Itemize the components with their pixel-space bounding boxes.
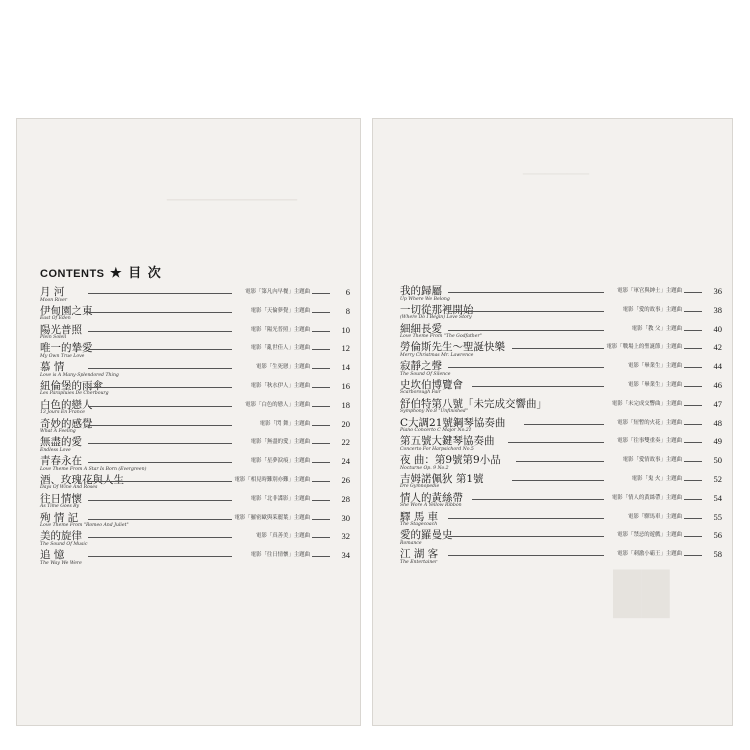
entry-title-en: Les Parapluies De Cherbourg	[40, 391, 109, 397]
entry-title-en: Romance	[400, 540, 422, 546]
entry-title-en: Nocturne Op. 9 No.2	[400, 465, 449, 471]
leader-line	[448, 292, 604, 293]
page-number: 28	[341, 493, 350, 504]
entry-note: 電影「驛馬車」主題曲	[628, 513, 682, 520]
leader-line	[88, 537, 232, 538]
leader-line	[312, 443, 330, 444]
entry-title-en: As Time Goes By	[40, 504, 80, 510]
entry-note: 電影「畢業生」主題曲	[628, 381, 682, 388]
leader-line	[448, 518, 604, 519]
leader-line	[684, 348, 702, 349]
leader-line	[312, 387, 330, 388]
toc-entry[interactable]	[40, 455, 350, 474]
entry-title-zh: 江 湖 客	[400, 548, 439, 561]
contents-heading-zh: 目 次	[128, 266, 162, 281]
entry-title-en: The Sound Of Silence	[400, 371, 451, 377]
leader-line	[684, 405, 702, 406]
entry-title-zh: 酒、玫瑰花與人生	[40, 473, 124, 486]
entry-title-en: Scarborough Fair	[400, 390, 441, 396]
leader-line	[312, 537, 330, 538]
page-number: 26	[341, 474, 350, 485]
toc-entry[interactable]	[400, 379, 722, 398]
leader-line	[448, 536, 604, 537]
entry-note: 電影「羅密歐與茱麗葉」主題曲	[234, 514, 310, 521]
entry-title-en: Piano Concerto C Major No.21	[400, 428, 472, 434]
page-number: 34	[341, 550, 350, 561]
entry-title-zh: 夜 曲：第9號第9小品	[400, 454, 501, 467]
toc-entry[interactable]	[400, 285, 722, 304]
toc-entry[interactable]	[40, 436, 350, 455]
entry-note: 電影「白色的戀人」主題曲	[245, 401, 310, 408]
leader-line	[448, 311, 604, 312]
entry-title-en: The Stagecoach	[400, 522, 438, 528]
entry-title-en: She Wore A Yellow Ribbon	[400, 503, 462, 509]
entry-title-zh: 白色的戀人	[40, 398, 93, 411]
leader-line	[684, 536, 702, 537]
page-number: 55	[713, 511, 722, 522]
leader-line	[88, 349, 232, 350]
entry-note: 電影「鬼 火」主題曲	[631, 475, 682, 482]
entry-title-zh: 月 河	[40, 286, 65, 298]
leader-line	[312, 331, 330, 332]
leader-line	[684, 424, 702, 425]
leader-line	[312, 556, 330, 557]
leader-line	[312, 481, 330, 482]
page-number: 8	[345, 305, 350, 316]
leader-line	[88, 500, 232, 501]
leader-line	[88, 387, 232, 388]
entry-note: 電影「北非諜影」主題曲	[250, 495, 310, 502]
entry-title-en: The Entertainer	[400, 559, 438, 565]
leader-line	[512, 480, 604, 481]
right-contents-list	[400, 285, 722, 567]
leader-line	[684, 292, 702, 293]
contents-heading	[40, 262, 162, 281]
entry-note: 電影「第凡內早餐」主題曲	[245, 289, 310, 295]
toc-entry[interactable]	[40, 530, 350, 549]
entry-title-zh: 愛的羅曼史	[400, 529, 453, 542]
leader-line	[684, 311, 702, 312]
toc-entry[interactable]	[400, 360, 722, 379]
entry-note: 電影「未完成交響曲」主題曲	[611, 400, 682, 407]
entry-title-zh: 一切從那裡開始	[400, 303, 474, 316]
leader-line	[312, 406, 330, 407]
entry-title-zh: 驛 馬 車	[400, 510, 439, 523]
leader-line	[88, 443, 232, 444]
entry-title-zh: 奇妙的感覺	[40, 417, 93, 430]
entry-note: 電影「天倫夢覺」主題曲	[250, 307, 310, 314]
entry-title-zh: 慕 情	[40, 361, 65, 374]
entry-title-en: Moon River	[40, 297, 68, 303]
leader-line	[88, 425, 232, 426]
entry-title-zh: 往日情懷	[40, 492, 82, 505]
leader-line	[472, 386, 604, 387]
entry-title-en: Days Of Wine And Roses	[40, 485, 98, 491]
entry-title-zh: C大調21號鋼琴協奏曲	[400, 416, 506, 429]
entry-title-en: Endless Love	[40, 447, 71, 453]
leader-line	[512, 348, 604, 349]
toc-entry[interactable]	[40, 361, 350, 380]
entry-note: 電影「刺激小霸王」主題曲	[617, 551, 682, 558]
page-number: 50	[713, 455, 722, 466]
leader-line	[88, 481, 232, 482]
toc-entry[interactable]	[400, 492, 722, 511]
entry-title-en: East Of Eden	[40, 316, 71, 322]
page-number: 22	[341, 437, 350, 448]
toc-entry[interactable]	[400, 398, 722, 417]
entry-title-zh: 追 憶	[40, 549, 65, 562]
toc-entry[interactable]	[400, 435, 722, 454]
entry-note: 電影「戰場上的聖誕節」主題曲	[606, 344, 682, 351]
entry-title-zh: 舒伯特第八號「未完成交響曲」	[400, 397, 547, 410]
entry-title-zh: 史坎伯博覽會	[400, 378, 463, 391]
entry-note: 電影「相見時難別亦難」主題曲	[234, 476, 310, 483]
leader-line	[312, 425, 330, 426]
entry-title-en: Concerto For Harpsichord No.5	[400, 446, 474, 452]
entry-note: 電影「真善美」主題曲	[256, 533, 310, 540]
leader-line	[88, 556, 232, 557]
entry-title-en: Love is A Many-Splendored Thing	[40, 372, 119, 378]
toc-entry[interactable]	[400, 529, 722, 548]
toc-entry[interactable]	[400, 341, 722, 360]
leader-line	[88, 312, 232, 313]
page-number: 16	[341, 380, 350, 391]
toc-entry[interactable]	[400, 473, 722, 492]
leader-line	[472, 499, 604, 500]
entry-title-zh: 我的歸屬	[400, 285, 442, 297]
entry-title-zh: 情人的黃絲帶	[400, 491, 463, 504]
entry-title-zh: 紐倫堡的雨傘	[40, 379, 103, 392]
leader-line	[88, 368, 232, 369]
page-number: 36	[713, 286, 722, 296]
toc-entry[interactable]	[40, 342, 350, 361]
page-number: 58	[713, 549, 722, 560]
entry-title-en: What A Feeling	[40, 429, 76, 435]
entry-title-en: Love Theme From "Romeo And Juliet"	[40, 523, 129, 529]
leader-line	[88, 462, 232, 463]
left-contents-list	[40, 286, 350, 568]
page-number: 30	[341, 512, 350, 523]
toc-entry[interactable]	[40, 474, 350, 493]
leader-line	[88, 293, 232, 294]
leader-line	[508, 442, 604, 443]
toc-entry[interactable]	[40, 305, 350, 324]
entry-title-en: Up Where We Belong	[400, 296, 450, 302]
entry-title-en: The Sound Of Music	[40, 541, 88, 547]
entry-title-en: Love Theme From "The Godfather"	[400, 334, 482, 340]
entry-note: 電影「無盡的愛」主題曲	[250, 439, 310, 446]
page-number: 54	[713, 492, 722, 503]
toc-entry[interactable]	[400, 548, 722, 567]
entry-note: 電影「亂世佳人」主題曲	[250, 345, 310, 352]
leader-line	[684, 499, 702, 500]
leader-line	[312, 462, 330, 463]
toc-entry[interactable]	[40, 512, 350, 531]
entry-title-en: Merry Christmas Mr. Lawrence	[400, 352, 474, 358]
entry-title-en: Symphony No.8 "Unfinished"	[400, 409, 468, 415]
entry-note: 電影「短暫的火花」主題曲	[617, 419, 682, 426]
entry-title-zh: 勞倫斯先生～聖誕快樂	[400, 341, 505, 354]
leader-line	[88, 331, 232, 332]
entry-title-zh: 美的旋律	[40, 530, 82, 543]
page-number: 24	[341, 456, 350, 467]
page-number: 20	[341, 418, 350, 429]
entry-note: 電影「教 父」主題曲	[631, 325, 682, 332]
page-number: 46	[713, 379, 722, 390]
page-number: 52	[713, 473, 722, 484]
page-number: 47	[713, 398, 722, 409]
contents-heading-en: CONTENTS	[40, 268, 105, 280]
leader-line	[684, 367, 702, 368]
entry-title-en: Love Theme From A Star Is Born (Evergreen)	[40, 466, 147, 472]
entry-title-en: My Own True Love	[40, 353, 85, 359]
page-number: 32	[341, 531, 350, 542]
leader-line	[684, 330, 702, 331]
entry-note: 電影「秋水伊人」主題曲	[250, 382, 310, 389]
leader-line	[684, 480, 702, 481]
page-number: 14	[341, 362, 350, 373]
leader-line	[516, 461, 604, 462]
toc-entry[interactable]	[40, 324, 350, 343]
toc-entry[interactable]	[40, 493, 350, 512]
entry-title-en: Plein Soleil	[40, 335, 67, 341]
leader-line	[684, 461, 702, 462]
page-number: 49	[713, 436, 722, 447]
entry-title-zh: 伊甸園之東	[40, 304, 93, 317]
entry-note: 電影「情人的黃絲帶」主題曲	[611, 494, 682, 501]
show-through-print: ██	[613, 570, 670, 615]
entry-note: 電影「畢業生」主題曲	[628, 363, 682, 370]
show-through-print: ———	[523, 159, 589, 184]
page-number: 56	[713, 530, 722, 541]
entry-title-zh: 陽光普照	[40, 323, 82, 336]
entry-title-zh: 第五號大鍵琴協奏曲	[400, 435, 495, 448]
entry-note: 電影「星夢淚痕」主題曲	[250, 458, 310, 465]
entry-note: 電影「往日情懷」主題曲	[250, 552, 310, 559]
page-number: 6	[345, 287, 350, 297]
toc-entry[interactable]	[400, 511, 722, 530]
entry-note: 電影「禁忌的遊戲」主題曲	[617, 532, 682, 539]
page-number: 42	[713, 342, 722, 353]
leader-line	[448, 330, 604, 331]
toc-entry[interactable]	[400, 323, 722, 342]
entry-note: 電影「生死戀」主題曲	[256, 364, 310, 371]
entry-title-en: Dre Gymnopedie	[400, 484, 440, 490]
toc-entry[interactable]	[40, 399, 350, 418]
star-icon: ★	[110, 266, 123, 281]
entry-title-en: (Where Do I Begin) Love Story	[400, 315, 472, 321]
page-number: 38	[713, 304, 722, 315]
toc-entry[interactable]	[40, 549, 350, 568]
toc-entry[interactable]	[40, 286, 350, 305]
toc-entry[interactable]	[400, 304, 722, 323]
entry-note: 電影「軍官與紳士」主題曲	[617, 288, 682, 294]
entry-note: 電影「愛的故事」主題曲	[622, 306, 682, 313]
leader-line	[684, 442, 702, 443]
page-number: 48	[713, 417, 722, 428]
entry-note: 電影「愛情故事」主題曲	[622, 457, 682, 464]
entry-note: 電影「閃 舞」主題曲	[259, 420, 310, 427]
toc-entry[interactable]	[400, 454, 722, 473]
entry-title-zh: 細細長愛	[400, 322, 442, 335]
leader-line	[88, 519, 232, 520]
leader-line	[448, 555, 604, 556]
toc-entry[interactable]	[40, 418, 350, 437]
leader-line	[684, 386, 702, 387]
entry-title-zh: 無盡的愛	[40, 436, 82, 449]
entry-title-zh: 吉姆諾佩狄 第1號	[400, 472, 484, 485]
leader-line	[448, 367, 604, 368]
leader-line	[312, 293, 330, 294]
entry-note: 電影「陽光普照」主題曲	[250, 326, 310, 333]
leader-line	[312, 519, 330, 520]
entry-title-en: 13 Jours En France	[40, 410, 86, 416]
leader-line	[312, 312, 330, 313]
leader-line	[524, 424, 604, 425]
leader-line	[312, 349, 330, 350]
entry-title-zh: 唯一的摯愛	[40, 342, 93, 355]
page-number: 12	[341, 343, 350, 354]
leader-line	[684, 518, 702, 519]
entry-title-zh: 殉 情 記	[40, 511, 79, 524]
page-number: 18	[341, 399, 350, 410]
toc-entry[interactable]	[40, 380, 350, 399]
leader-line	[312, 500, 330, 501]
leader-line	[684, 555, 702, 556]
leader-line	[312, 368, 330, 369]
toc-entry[interactable]	[400, 417, 722, 436]
entry-title-zh: 青春永在	[40, 455, 82, 468]
show-through-print: —————	[167, 183, 297, 212]
entry-note: 電影「往事雙重奏」主題曲	[617, 438, 682, 445]
leader-line	[88, 406, 232, 407]
entry-title-en: The Way We Were	[40, 560, 82, 566]
page-number: 10	[341, 324, 350, 335]
page-number: 40	[713, 323, 722, 334]
page-number: 44	[713, 361, 722, 372]
entry-title-zh: 寂靜之聲	[400, 360, 442, 373]
